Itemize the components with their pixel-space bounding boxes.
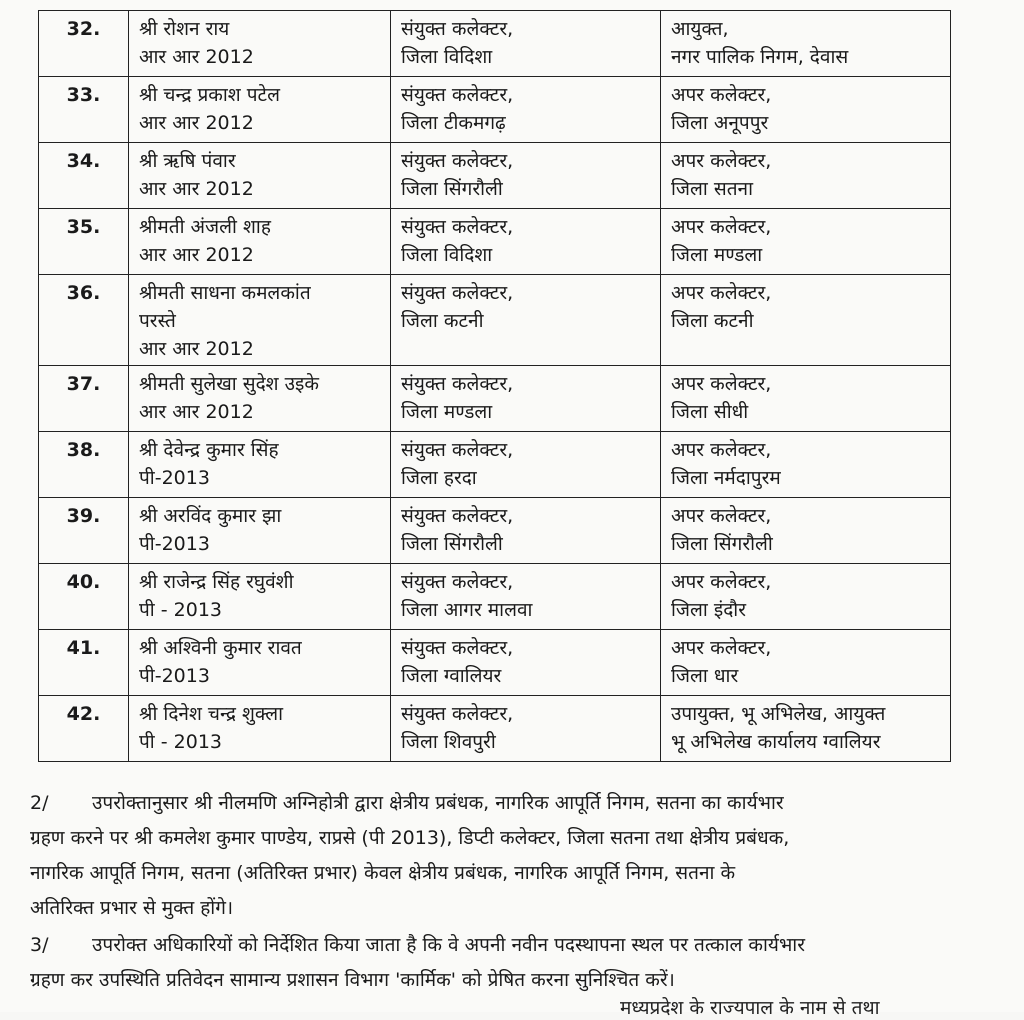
officer-name-line: श्री अश्विनी कुमार रावत bbox=[139, 637, 302, 659]
current-posting-line: जिला विदिशा bbox=[401, 46, 493, 68]
officer-name-line: पी-2013 bbox=[139, 533, 210, 555]
officer-name-line: पी-2013 bbox=[139, 665, 210, 687]
current-posting-line: संयुक्त कलेक्टर, bbox=[401, 571, 514, 593]
current-posting-cell bbox=[391, 432, 661, 498]
new-posting-line: अपर कलेक्टर, bbox=[671, 216, 772, 238]
current-posting-cell bbox=[391, 498, 661, 564]
table-row bbox=[39, 275, 951, 366]
serial-number: 40. bbox=[39, 564, 129, 630]
officer-name-line: श्रीमती सुलेखा सुदेश उइके bbox=[139, 373, 319, 395]
new-posting-cell bbox=[661, 432, 951, 498]
table-row bbox=[39, 366, 951, 432]
paragraph-3 bbox=[30, 928, 954, 998]
current-posting-cell bbox=[391, 630, 661, 696]
officer-name-cell bbox=[129, 366, 391, 432]
new-posting-line: अपर कलेक्टर, bbox=[671, 373, 772, 395]
new-posting-line: उपायुक्त, भू अभिलेख, आयुक्त bbox=[671, 703, 886, 725]
officer-name-cell bbox=[129, 432, 391, 498]
officer-name-cell bbox=[129, 696, 391, 762]
current-posting-line: जिला टीकमगढ़ bbox=[401, 112, 506, 134]
current-posting-line: संयुक्त कलेक्टर, bbox=[401, 373, 514, 395]
officer-name-line: श्री देवेन्द्र कुमार सिंह bbox=[139, 439, 279, 461]
paragraph-2-number: 2/ bbox=[30, 792, 49, 814]
table-row bbox=[39, 432, 951, 498]
officer-name-line: श्री राजेन्द्र सिंह रघुवंशी bbox=[139, 571, 294, 593]
current-posting-line: जिला ग्वालियर bbox=[401, 665, 502, 687]
new-posting-line: जिला मण्डला bbox=[671, 244, 763, 266]
serial-number: 32. bbox=[39, 11, 129, 77]
new-posting-line: आयुक्त, bbox=[671, 18, 729, 40]
current-posting-line: जिला विदिशा bbox=[401, 244, 493, 266]
paragraph-3-line: ग्रहण कर उपस्थिति प्रतिवेदन सामान्य प्रशासन विभाग 'कार्मिक' को प्रेषित करना सुनिश्चित करें। bbox=[30, 969, 675, 991]
table-row bbox=[39, 77, 951, 143]
officer-name-line: श्री चन्द्र प्रकाश पटेल bbox=[139, 84, 281, 106]
new-posting-line: जिला नर्मदापुरम bbox=[671, 467, 781, 489]
serial-number: 35. bbox=[39, 209, 129, 275]
transfer-table-body bbox=[39, 11, 951, 762]
new-posting-line: अपर कलेक्टर, bbox=[671, 282, 772, 304]
current-posting-line: जिला शिवपुरी bbox=[401, 731, 496, 753]
current-posting-cell bbox=[391, 11, 661, 77]
new-posting-line: अपर कलेक्टर, bbox=[671, 637, 772, 659]
current-posting-cell bbox=[391, 77, 661, 143]
current-posting-line: संयुक्त कलेक्टर, bbox=[401, 216, 514, 238]
current-posting-cell bbox=[391, 564, 661, 630]
serial-number: 34. bbox=[39, 143, 129, 209]
officer-name-line: पी - 2013 bbox=[139, 599, 223, 621]
current-posting-line: संयुक्त कलेक्टर, bbox=[401, 18, 514, 40]
officer-name-cell bbox=[129, 77, 391, 143]
serial-number: 36. bbox=[39, 275, 129, 366]
current-posting-cell bbox=[391, 696, 661, 762]
new-posting-cell bbox=[661, 11, 951, 77]
paragraph-2-line: 2/ उपरोक्तानुसार श्री नीलमणि अग्निहोत्री द्वारा क्षेत्रीय प्रबंधक, नागरिक आपूर्ति निगम, सतना का कार्यभार bbox=[30, 786, 954, 821]
new-posting-line: नगर पालिक निगम, देवास bbox=[671, 46, 849, 68]
officer-name-cell bbox=[129, 564, 391, 630]
table-row bbox=[39, 696, 951, 762]
current-posting-line: जिला मण्डला bbox=[401, 401, 493, 423]
new-posting-line: जिला सतना bbox=[671, 178, 754, 200]
officer-name-line: पी - 2013 bbox=[139, 731, 223, 753]
serial-number: 42. bbox=[39, 696, 129, 762]
current-posting-line: संयुक्त कलेक्टर, bbox=[401, 703, 514, 725]
new-posting-line: भू अभिलेख कार्यालय ग्वालियर bbox=[671, 731, 881, 753]
officer-name-line: आर आर 2012 bbox=[139, 244, 254, 266]
current-posting-line: संयुक्त कलेक्टर, bbox=[401, 439, 514, 461]
officer-name-cell bbox=[129, 275, 391, 366]
officer-name-cell bbox=[129, 143, 391, 209]
officer-name-line: श्री अरविंद कुमार झा bbox=[139, 505, 282, 527]
new-posting-cell bbox=[661, 498, 951, 564]
serial-number: 41. bbox=[39, 630, 129, 696]
current-posting-line: संयुक्त कलेक्टर, bbox=[401, 84, 514, 106]
footer-signature-line: मध्यप्रदेश के राज्यपाल के नाम से तथा bbox=[620, 997, 880, 1019]
new-posting-cell bbox=[661, 209, 951, 275]
new-posting-line: जिला अनूपपुर bbox=[671, 112, 769, 134]
officer-name-cell bbox=[129, 11, 391, 77]
current-posting-cell bbox=[391, 366, 661, 432]
current-posting-line: संयुक्त कलेक्टर, bbox=[401, 637, 514, 659]
serial-number: 33. bbox=[39, 77, 129, 143]
current-posting-line: जिला कटनी bbox=[401, 310, 484, 332]
officer-name-line: आर आर 2012 bbox=[139, 178, 254, 200]
serial-number: 37. bbox=[39, 366, 129, 432]
new-posting-line: जिला सीधी bbox=[671, 401, 749, 423]
paragraph-2-line: अतिरिक्त प्रभार से मुक्त होंगे। bbox=[30, 897, 234, 919]
new-posting-line: जिला कटनी bbox=[671, 310, 754, 332]
serial-number: 38. bbox=[39, 432, 129, 498]
officer-name-line: पी-2013 bbox=[139, 467, 210, 489]
current-posting-cell bbox=[391, 143, 661, 209]
officer-name-line: श्री दिनेश चन्द्र शुक्ला bbox=[139, 703, 284, 725]
officer-name-line: आर आर 2012 bbox=[139, 338, 254, 360]
officer-name-line: श्री ऋषि पंवार bbox=[139, 150, 236, 172]
new-posting-cell bbox=[661, 696, 951, 762]
table-row bbox=[39, 630, 951, 696]
new-posting-line: अपर कलेक्टर, bbox=[671, 571, 772, 593]
current-posting-line: संयुक्त कलेक्टर, bbox=[401, 150, 514, 172]
current-posting-line: जिला सिंगरौली bbox=[401, 178, 503, 200]
officer-name-cell bbox=[129, 498, 391, 564]
new-posting-cell bbox=[661, 630, 951, 696]
current-posting-line: जिला आगर मालवा bbox=[401, 599, 533, 621]
current-posting-cell bbox=[391, 209, 661, 275]
new-posting-cell bbox=[661, 143, 951, 209]
new-posting-line: अपर कलेक्टर, bbox=[671, 84, 772, 106]
officer-name-line: श्रीमती अंजली शाह bbox=[139, 216, 271, 238]
current-posting-line: संयुक्त कलेक्टर, bbox=[401, 505, 514, 527]
new-posting-line: जिला सिंगरौली bbox=[671, 533, 773, 555]
officer-name-cell bbox=[129, 209, 391, 275]
officer-name-line: आर आर 2012 bbox=[139, 46, 254, 68]
paragraph-3-line: 3/ उपरोक्त अधिकारियों को निर्देशित किया जाता है कि वे अपनी नवीन पदस्थापना स्थल पर तत्काल कार्यभार bbox=[30, 928, 954, 963]
officer-name-line: आर आर 2012 bbox=[139, 112, 254, 134]
new-posting-line: अपर कलेक्टर, bbox=[671, 439, 772, 461]
table-row bbox=[39, 209, 951, 275]
officer-name-line: परस्ते bbox=[139, 310, 176, 332]
table-row bbox=[39, 564, 951, 630]
current-posting-line: संयुक्त कलेक्टर, bbox=[401, 282, 514, 304]
paragraph-2 bbox=[30, 786, 954, 926]
current-posting-line: जिला सिंगरौली bbox=[401, 533, 503, 555]
transfer-table bbox=[38, 10, 951, 762]
paragraph-3-number: 3/ bbox=[30, 934, 49, 956]
new-posting-line: अपर कलेक्टर, bbox=[671, 505, 772, 527]
table-row bbox=[39, 143, 951, 209]
new-posting-line: जिला धार bbox=[671, 665, 739, 687]
officer-name-line: आर आर 2012 bbox=[139, 401, 254, 423]
table-row bbox=[39, 11, 951, 77]
paragraph-2-line: नागरिक आपूर्ति निगम, सतना (अतिरिक्त प्रभार) केवल क्षेत्रीय प्रबंधक, नागरिक आपूर्ति निगम, सतना के bbox=[30, 862, 736, 884]
current-posting-cell bbox=[391, 275, 661, 366]
new-posting-line: अपर कलेक्टर, bbox=[671, 150, 772, 172]
officer-name-cell bbox=[129, 630, 391, 696]
new-posting-cell bbox=[661, 77, 951, 143]
officer-name-line: श्री रोशन राय bbox=[139, 18, 230, 40]
new-posting-line: जिला इंदौर bbox=[671, 599, 746, 621]
paragraph-2-line: ग्रहण करने पर श्री कमलेश कुमार पाण्डेय, राप्रसे (पी 2013), डिप्टी कलेक्टर, जिला सतना तथा क्षेत्रीय प्रबंधक, bbox=[30, 827, 790, 849]
new-posting-cell bbox=[661, 275, 951, 366]
new-posting-cell bbox=[661, 366, 951, 432]
serial-number: 39. bbox=[39, 498, 129, 564]
current-posting-line: जिला हरदा bbox=[401, 467, 477, 489]
new-posting-cell bbox=[661, 564, 951, 630]
officer-name-line: श्रीमती साधना कमलकांत bbox=[139, 282, 311, 304]
table-row bbox=[39, 498, 951, 564]
